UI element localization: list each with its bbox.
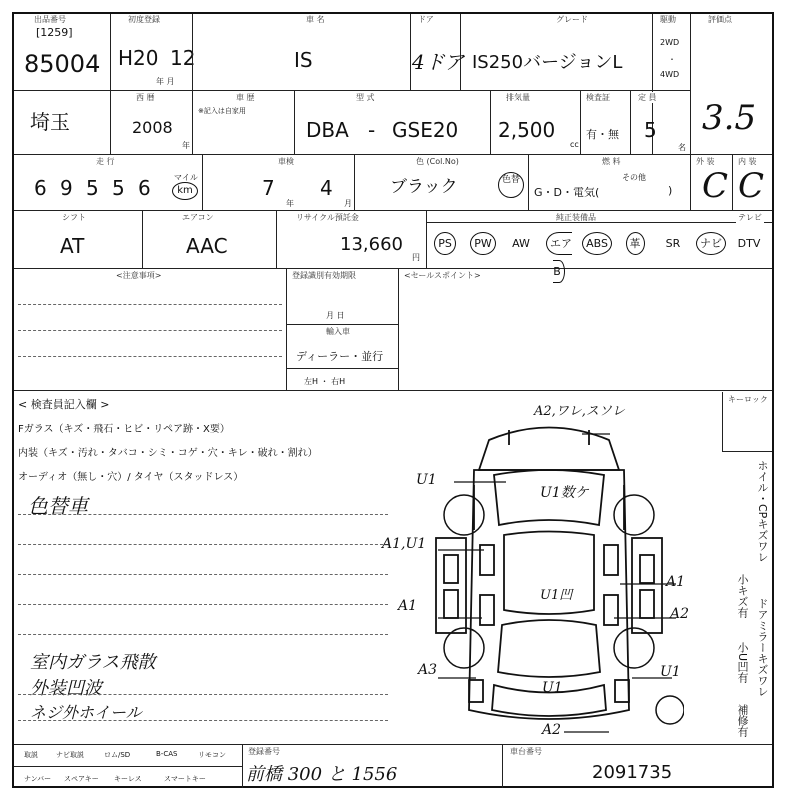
color: ブラック xyxy=(390,177,458,197)
equipment-label: 純正装備品 xyxy=(556,213,596,222)
mileage-label: 走 行 xyxy=(96,157,115,166)
mileage-unit-mile: マイル xyxy=(174,173,198,182)
model-dash: - xyxy=(368,118,376,142)
shift: AT xyxy=(60,234,85,258)
grade-label: グレード xyxy=(556,15,588,24)
interior-label: 内 装 xyxy=(738,157,757,166)
footer-item-0: 取説 xyxy=(24,751,38,759)
region: 埼玉 xyxy=(30,110,70,134)
equipment-item-label: PS xyxy=(434,232,456,255)
color-change: 色替 xyxy=(498,172,524,198)
displacement: 2,500 xyxy=(498,118,556,142)
divider xyxy=(14,154,772,155)
divider xyxy=(14,210,772,211)
model-code: GSE20 xyxy=(392,118,459,142)
fuel-label: 燃 料 xyxy=(602,157,621,166)
equipment-item xyxy=(580,230,614,258)
note-mirror: ドアミラーキズワレ xyxy=(756,598,769,697)
inspection-expiry-label: 車検 xyxy=(278,157,294,166)
serial: 2091735 xyxy=(592,762,673,783)
hand-note-4: ネジ外ホイール xyxy=(30,703,142,722)
footer-item-2: ロム/SD xyxy=(104,751,131,759)
equipment-item xyxy=(466,230,500,258)
recycle-unit: 円 xyxy=(412,253,420,262)
equipment-item-label: ナビ xyxy=(696,232,726,255)
equipment-item xyxy=(542,230,576,278)
equipment-item-label: 革 xyxy=(626,232,645,255)
capacity-label: 定 員 xyxy=(638,93,657,102)
fuel-options: G・D・電気( xyxy=(534,186,600,199)
equipment-item-label: AW xyxy=(512,237,530,250)
inspection-month: 4 xyxy=(320,176,333,200)
equipment-item xyxy=(732,230,766,258)
equipment-item xyxy=(618,230,652,258)
equipment-item-label: ABS xyxy=(582,232,612,255)
recycle-fee: 13,660 xyxy=(340,234,403,255)
plate-label: 登録番号 xyxy=(248,747,280,756)
equipment-item xyxy=(504,230,538,258)
inspection-year-unit: 年 xyxy=(286,199,294,208)
inspection-year: 7 xyxy=(262,176,275,200)
inspector-line2: 内装（キズ・汚れ・タバコ・シミ・コゲ・穴・キレ・破れ・割れ） xyxy=(18,448,318,459)
diagram-label-roof: U1数ケ xyxy=(540,485,589,501)
first-reg-era: H20 xyxy=(118,46,159,70)
diagram-label-top: A2,ワレ,スソレ xyxy=(534,404,625,419)
divider xyxy=(14,90,690,91)
notes-label: <注意事項> xyxy=(116,271,162,280)
hand-note-1: 色替車 xyxy=(28,494,88,518)
handle-value: 左H ・ 右H xyxy=(304,377,346,386)
interior: C xyxy=(738,166,765,206)
footer-item-6: スペアキー xyxy=(64,775,99,783)
year-label: 西 暦 xyxy=(136,93,155,102)
history-note: ※記入は自家用 xyxy=(198,107,246,115)
first-reg-month: 12 xyxy=(170,46,196,70)
ac: AAC xyxy=(186,234,228,258)
fuel-other: その他 xyxy=(622,173,646,182)
score: 3.5 xyxy=(702,98,757,138)
footer-item-4: リモコン xyxy=(198,751,226,759)
hand-note-2: 室内ガラス飛散 xyxy=(30,652,156,673)
inspector-title: < 検査員記入欄 > xyxy=(18,398,110,411)
diagram-label-u1-top-left: U1 xyxy=(416,472,437,488)
car-name-label: 車 名 xyxy=(306,15,325,24)
diagram-label-a1u1: A1,U1 xyxy=(382,536,427,552)
footer-item-8: スマートキー xyxy=(164,775,206,783)
footer-item-5: ナンバー xyxy=(24,775,52,783)
import-value: ディーラー・並行 xyxy=(296,350,384,363)
diagram-label-a1-left: A1 xyxy=(398,598,418,614)
divider xyxy=(14,744,772,745)
tv-label: テレビ xyxy=(738,213,762,222)
hand-note-3: 外装凹波 xyxy=(30,678,102,699)
color-label: 色 (Col.No) xyxy=(416,157,459,166)
equipment-item-label: PW xyxy=(470,232,496,255)
diagram-label-a3: A3 xyxy=(418,662,438,678)
sales-point-label: <セールスポイント> xyxy=(404,271,481,280)
note-wheel: ホイル・CPキズワレ xyxy=(756,460,769,563)
inspector-line3: オーディオ（無し・穴）/ タイヤ（スタッドレス） xyxy=(18,472,244,483)
equipment-item-label: エアB xyxy=(546,232,572,283)
displacement-unit: cc xyxy=(570,140,579,149)
divider xyxy=(14,268,772,269)
mileage-digits: 6 9 5 5 6 xyxy=(34,176,151,200)
door-value: 4ドア xyxy=(412,50,465,74)
inspection-value: 有・無 xyxy=(586,128,619,141)
lot-label: 出品番号 xyxy=(34,15,66,24)
grade: IS250バージョンL xyxy=(472,52,623,73)
equipment-item xyxy=(656,230,690,258)
year: 2008 xyxy=(132,118,173,137)
first-reg-label: 初度登録 xyxy=(128,15,160,24)
lot-bracket: [1259] xyxy=(36,26,73,39)
drive-label: 駆動 xyxy=(660,15,676,24)
diagram-label-a2-right: A2 xyxy=(670,606,690,622)
lot-number: 85004 xyxy=(24,50,101,78)
model-prefix: DBA xyxy=(306,118,349,142)
equipment-item-label: SR xyxy=(665,237,681,250)
diagram-label-center: U1凹 xyxy=(540,588,573,603)
displacement-label: 排気量 xyxy=(506,93,530,102)
inspection-label: 検査証 xyxy=(586,93,610,102)
first-reg-unit: 年 月 xyxy=(156,77,175,86)
inspection-month-unit: 月 xyxy=(344,199,352,208)
reg-expiry-unit: 月 日 xyxy=(326,311,345,320)
year-unit: 年 xyxy=(182,141,190,150)
drive-2wd: 2WD xyxy=(660,38,680,47)
inspector-line1: Fガラス（キズ・飛石・ヒビ・リペア跡・X要） xyxy=(18,424,230,435)
divider xyxy=(14,390,772,391)
equipment-item xyxy=(694,230,728,258)
capacity: 5 xyxy=(644,118,657,142)
equipment-item-label: DTV xyxy=(737,237,761,250)
car-name: IS xyxy=(294,48,313,72)
exterior: C xyxy=(702,166,729,206)
footer-item-3: B-CAS xyxy=(156,750,178,758)
auction-sheet: 出品番号 [1259] 85004 初度登録 H20 12 年 月 車 名 IS ドア 4ドア グレード IS250バージョンL 駆動 2WD ・ 4WD 評価点 3.5 埼玉 西 暦 2008 年 車 歴 ※記入は自家用 型 式 DBA - GSE20 排気量 2,500 cc 検査証 有・無 定 員 5 名 走 行 6 9 5 5 6 マイル km 車検 7 年 4 月 色 (Col.No) ブラック 色替 燃 料 G・D・電気( その他 ) 外 装 C 内 装 C シフト AT エアコン AAC リサイクル預託金 13,660 円 純正装備品 テレビ PS PW AW エアB ABS 革 SR ナビ DTV <注意事項> 登録識別有効期限 月 日 輸入車 ディーラー・並行 左H ・ 右H <セールスポイント> < 検査員記入欄 > Fガラス（キズ・飛石・ヒビ・リペア跡・X要） 内装（キズ・汚れ・タバコ・シミ・コゲ・穴・キレ・破れ・割れ） オーディオ（無し・穴）/ タイヤ（スタッドレス） 色替車 室内ガラス飛散 外装凹波 ネジ外ホイール A2,ワレ,スソレ U1 U1数ケ A1,U1 A1 U1凹 A1 A2 A3 U1 U1 A2 キーロック ホイル・CPキズワレ 小キズ有 ドアミラーキズワレ 小U凹有 補修有 取説 ナビ取説 ロム/SD B-CAS リモコン ナンバー スペアキー キーレス スマートキー 登録番号 前橋 300 と 1556 車台番号 2091735 xyxy=(12,12,774,788)
capacity-unit: 名 xyxy=(678,143,686,152)
diagram-label-u1-right: U1 xyxy=(660,664,681,680)
mileage-unit-km: km xyxy=(172,182,198,200)
note-dent: 小U凹有 xyxy=(736,642,749,684)
plate: 前橋 300 と 1556 xyxy=(246,764,398,785)
drive-4wd: 4WD xyxy=(660,70,680,79)
door-label: ドア xyxy=(418,15,434,24)
model-label: 型 式 xyxy=(356,93,375,102)
diagram-label-u1-rear: U1 xyxy=(542,680,563,696)
exterior-label: 外 装 xyxy=(696,157,715,166)
footer-item-1: ナビ取説 xyxy=(56,751,84,759)
shift-label: シフト xyxy=(62,213,86,222)
reg-expiry-label: 登録識別有効期限 xyxy=(292,271,356,280)
ac-label: エアコン xyxy=(182,213,214,222)
import-label: 輸入車 xyxy=(326,327,350,336)
recycle-label: リサイクル預託金 xyxy=(296,213,359,222)
serial-label: 車台番号 xyxy=(510,747,542,756)
note-repair: 補修有 xyxy=(736,704,749,737)
fuel-close: ) xyxy=(668,184,673,197)
diagram-label-a1-right: A1 xyxy=(666,574,686,590)
diagram-label-a2-bottom: A2 xyxy=(542,722,562,738)
key-lock-label: キーロック xyxy=(728,395,768,404)
equipment-item xyxy=(428,230,462,258)
score-label: 評価点 xyxy=(708,15,732,24)
note-minor: 小キズ有 xyxy=(736,574,749,618)
history-label: 車 歴 xyxy=(236,93,255,102)
footer-item-7: キーレス xyxy=(114,775,142,783)
